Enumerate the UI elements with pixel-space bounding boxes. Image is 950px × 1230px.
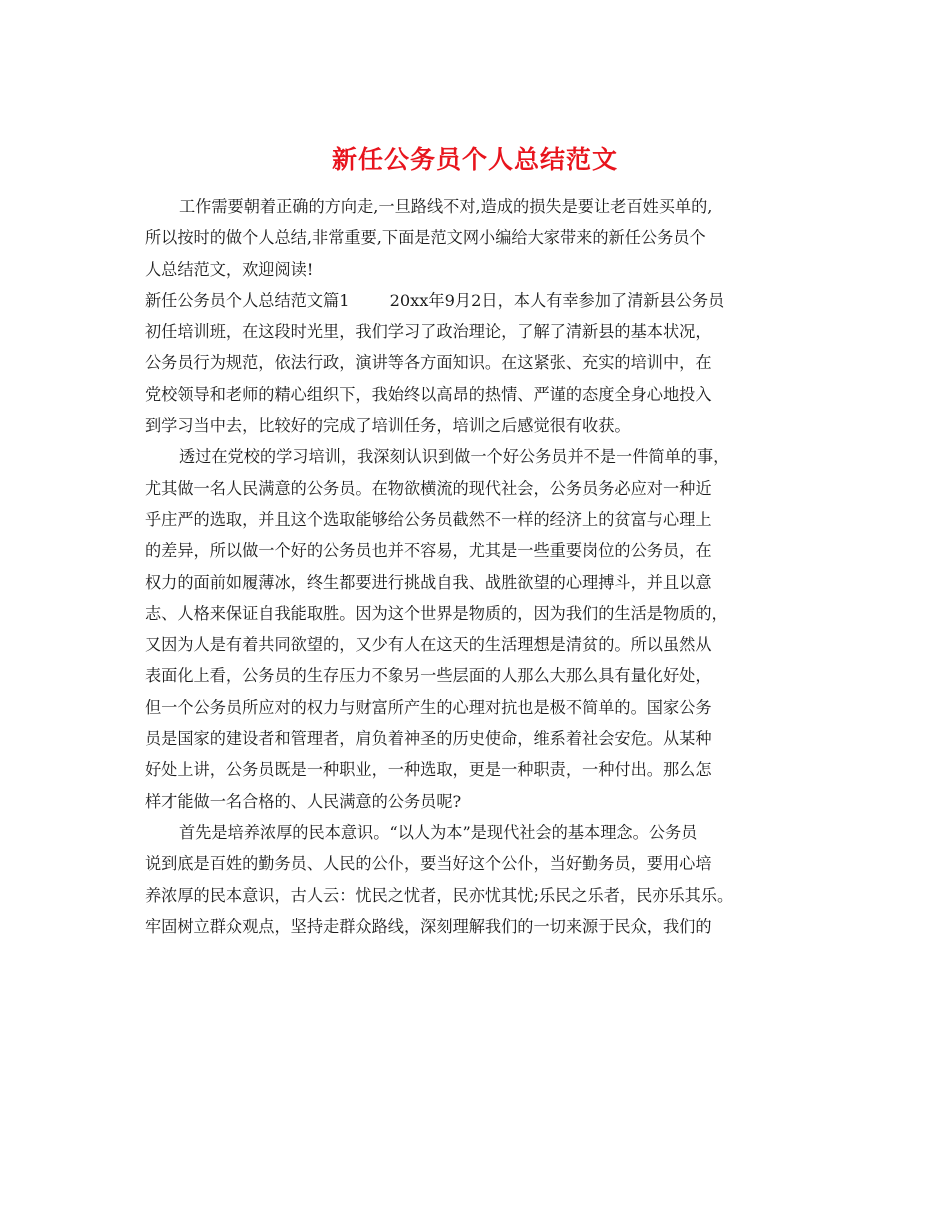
paragraph-line: 尤其做一名人民满意的公务员。在物欲横流的现代社会，公务员务必应对一种近 bbox=[145, 478, 712, 498]
paragraph-line: 又因为人是有着共同欲望的，又少有人在这天的生活理想是清贫的。所以虽然从 bbox=[145, 635, 712, 655]
paragraph-line: 工作需要朝着正确的方向走,一旦路线不对,造成的损失是要让老百姓买单的, bbox=[179, 197, 713, 216]
paragraph-line: 但一个公务员所应对的权力与财富所产生的心理对抗也是极不简单的。国家公务 bbox=[145, 697, 712, 717]
paragraph-line: 牢固树立群众观点，坚持走群众路线，深刻理解我们的一切来源于民众，我们的 bbox=[145, 916, 712, 936]
section-first-sentence: 20xx年9月2日，本人有幸参加了清新县公务员 bbox=[389, 290, 725, 310]
paragraph-line: 所以按时的做个人总结,非常重要,下面是范文网小编给大家带来的新任公务员个 bbox=[145, 228, 706, 248]
paragraph-line: 样才能做一名合格的、人民满意的公务员呢? bbox=[145, 791, 462, 811]
paragraph-line: 说到底是百姓的勤务员、人民的公仆，要当好这个公仆，当好勤务员，要用心培 bbox=[145, 854, 712, 874]
paragraph-line: 的差异，所以做一个好的公务员也并不容易，尤其是一些重要岗位的公务员，在 bbox=[145, 541, 712, 561]
paragraph-line: 养浓厚的民本意识，古人云：忧民之忧者，民亦忧其忧;乐民之乐者，民亦乐其乐。 bbox=[145, 885, 734, 905]
paragraph-line: 好处上讲，公务员既是一种职业，一种选取，更是一种职责，一种付出。那么怎 bbox=[145, 760, 712, 780]
paragraph-line: 初任培训班，在这段时光里，我们学习了政治理论，了解了清新县的基本状况， bbox=[145, 322, 712, 342]
paragraph-line: 首先是培养浓厚的民本意识。“以人为本”是现代社会的基本理念。公务员 bbox=[179, 822, 698, 842]
paragraph-line: 志、人格来保证自我能取胜。因为这个世界是物质的，因为我们的生活是物质的， bbox=[145, 603, 728, 623]
paragraph-line: 到学习当中去，比较好的完成了培训任务，培训之后感觉很有收获。 bbox=[145, 416, 631, 436]
section-heading: 新任公务员个人总结范文篇1 bbox=[145, 290, 350, 310]
document-title: 新任公务员个人总结范文 bbox=[331, 145, 618, 174]
paragraph-line: 透过在党校的学习培训，我深刻认识到做一个好公务员并不是一件简单的事， bbox=[179, 447, 730, 467]
paragraph-line: 乎庄严的选取，并且这个选取能够给公务员截然不一样的经济上的贫富与心理上 bbox=[145, 509, 712, 529]
paragraph-line: 员是国家的建设者和管理者，肩负着神圣的历史使命，维系着社会安危。从某种 bbox=[145, 729, 712, 749]
paragraph-line: 表面化上看，公务员的生存压力不象另一些层面的人那么大那么具有量化好处， bbox=[145, 666, 712, 686]
paragraph-line: 人总结范文，欢迎阅读! bbox=[145, 259, 314, 279]
paragraph-line: 党校领导和老师的精心组织下，我始终以高昂的热情、严谨的态度全身心地投入 bbox=[145, 384, 712, 404]
paragraph-line: 权力的面前如履薄冰，终生都要进行挑战自我、战胜欲望的心理搏斗，并且以意 bbox=[145, 572, 712, 592]
paragraph-line: 公务员行为规范，依法行政，演讲等各方面知识。在这紧张、充实的培训中，在 bbox=[145, 353, 712, 373]
document-body bbox=[145, 191, 810, 942]
paragraph-line bbox=[145, 285, 810, 316]
